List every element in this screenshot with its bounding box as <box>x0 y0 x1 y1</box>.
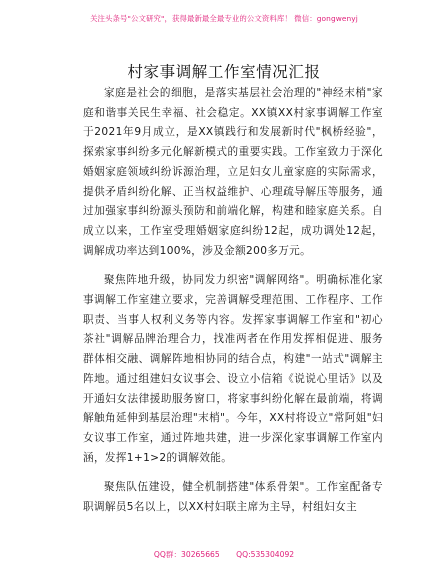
header-banner <box>0 0 448 38</box>
footer-qq-group: QQ群：30265665 <box>153 550 220 559</box>
footer-qq: QQ:535304092 <box>236 550 295 559</box>
paragraph: 聚焦队伍建设，健全机制搭建"体系骨架"。工作室配备专职调解员5名以上，以XX村妇联主席为主导，村组妇女主 <box>83 481 383 514</box>
banner-text: 关注头条号"公文研究"，获得最新最全最专业的公文资料库！ 微信：gongwenyj <box>90 14 358 23</box>
paragraph: 家庭是社会的细胞，是落实基层社会治理的"神经末梢"家庭和谐事关民生幸福、社会稳定。XX镇XX村家事调解工作室于2021年9月成立，是XX镇践行和发展新时代"枫桥经验"，探索家事纠纷多元化解新模式的重要实践。工作室致力于深化婚姻家庭领域纠纷诉源治理，立足妇女儿童家庭的实际需求，提供矛盾纠纷化解、正当权益维护、心理疏导解压等服务，通过加强家事纠纷源头预防和前端化解，构建和睦家庭关系。自成立以来，工作室受理婚姻家庭纠纷12起，成功调处12起，调解成功率达到100%，涉及金额200多万元。 <box>83 87 383 257</box>
paragraph: 聚焦阵地升级，协同发力织密"调解网络"。明确标准化家事调解工作室建立要求，完善调解受理范围、工作程序、工作职责、当事人权利义务等内容。发挥家事调解工作室和"初心茶社"调解品牌治理合力，找准两者在作用发挥相促进、服务群体相交融、调解阵地相协同的结合点，构建"一站式"调解主阵地。通过组建妇女议事会、设立小信箱《说说心里话》以及开通妇女法律援助服务窗口，将家事纠纷化解在最前端，将调解触角延伸到基层治理"末梢"。今年，XX村将设立"常阿姐"妇女议事工作室，通过阵地共建，进一步深化家事调解工作室内涵，发挥1+1>2的调解效能。 <box>83 274 383 464</box>
footer <box>0 549 448 560</box>
document-body <box>83 84 383 528</box>
document-title: 村家事调解工作室情况汇报 <box>127 63 321 81</box>
